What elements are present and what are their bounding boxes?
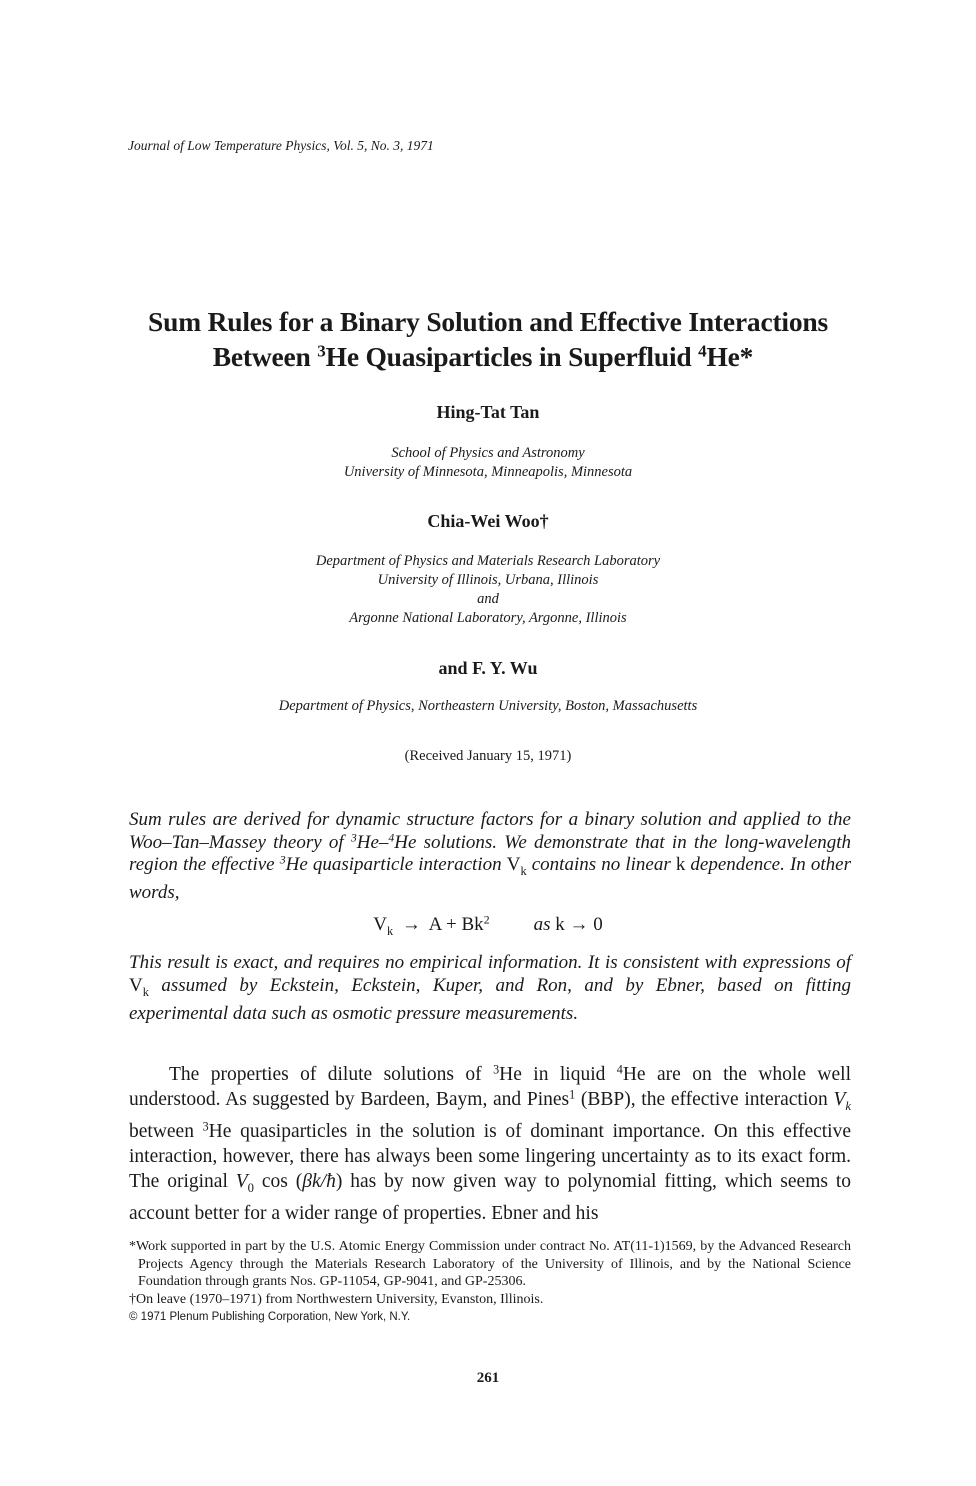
body-paragraph: The properties of dilute solutions of $^3$He in liquid $^4$He are on the whole well understood. As suggested by Bardeen, Baym, and Pines$^1$ (BBP), the effective interaction $V_k$ between $^3$He quasiparticles in the solution is of dominant importance. On this effective interaction, however, there has always been some lingering uncertainty as to its exact form. The original $V_0$ cos (βk/ħ) has by now given way to polynomial fitting, which seems to account better for a wider range of properties. Ebner and his	[129, 1062, 852, 1224]
journal-citation: Journal of Low Temperature Physics, Vol. 5, No. 3, 1971	[128, 138, 434, 153]
footnotes	[129, 1238, 851, 1327]
main-equation: $V_k \to A + Bk^2$ as k → 0	[373, 913, 603, 938]
abstract-paragraph-2: This result is exact, and requires no empirical information. It is consistent with expressions of $V_k$ assumed by Eckstein, Eckstein, Kuper, and Ron, and by Ebner, based on fitting experimental data such as osmotic pressure measurements.	[129, 952, 851, 1024]
footnote-funding: *Work supported in part by the U.S. Atomic Energy Commission under contract No. AT(11-1)1569, by the Advanced Research Projects Agency through the Materials Research Laboratory of the University of Illinois, and by the National Science Foundation through grants Nos. GP-11054, GP-9041, and GP-25306.	[129, 1239, 851, 1289]
author-3-name: and F. Y. Wu	[438, 658, 538, 678]
abstract-paragraph-1: Sum rules are derived for dynamic structure factors for a binary solution and applied to the Woo–Tan–Massey theory of $^3$He–$^4$He solutions. We demonstrate that in the long-wavelength region the effective $^3$He quasiparticle interaction $V_k$ contains no linear k dependence. In other words,	[129, 809, 851, 904]
author-3-affiliation: Department of Physics, Northeastern University, Boston, Massachusetts	[278, 698, 698, 714]
page-number: 261	[476, 1370, 500, 1386]
author-2-affiliation: Department of Physics and Materials Research Laboratory University of Illinois, Urbana, Illinois and Argonne National Laboratory, Argonne, Illinois	[315, 553, 661, 626]
received-date: (Received January 15, 1971)	[404, 748, 572, 764]
title-line-2: Between $^3$He Quasiparticles in Superfluid $^4$He*	[212, 341, 754, 372]
author-1-name: Hing-Tat Tan	[436, 402, 540, 422]
title-line-1: Sum Rules for a Binary Solution and Effective Interactions	[148, 306, 828, 337]
paper-title	[0, 304, 976, 374]
author-2-name: Chia-Wei Woo†	[427, 511, 549, 531]
footnote-leave: †On leave (1970–1971) from Northwestern University, Evanston, Illinois.	[129, 1291, 544, 1307]
author-1-affiliation: School of Physics and Astronomy University of Minnesota, Minneapolis, Minnesota	[343, 445, 633, 480]
copyright-notice: © 1971 Plenum Publishing Corporation, New York, N.Y.	[129, 1311, 411, 1323]
